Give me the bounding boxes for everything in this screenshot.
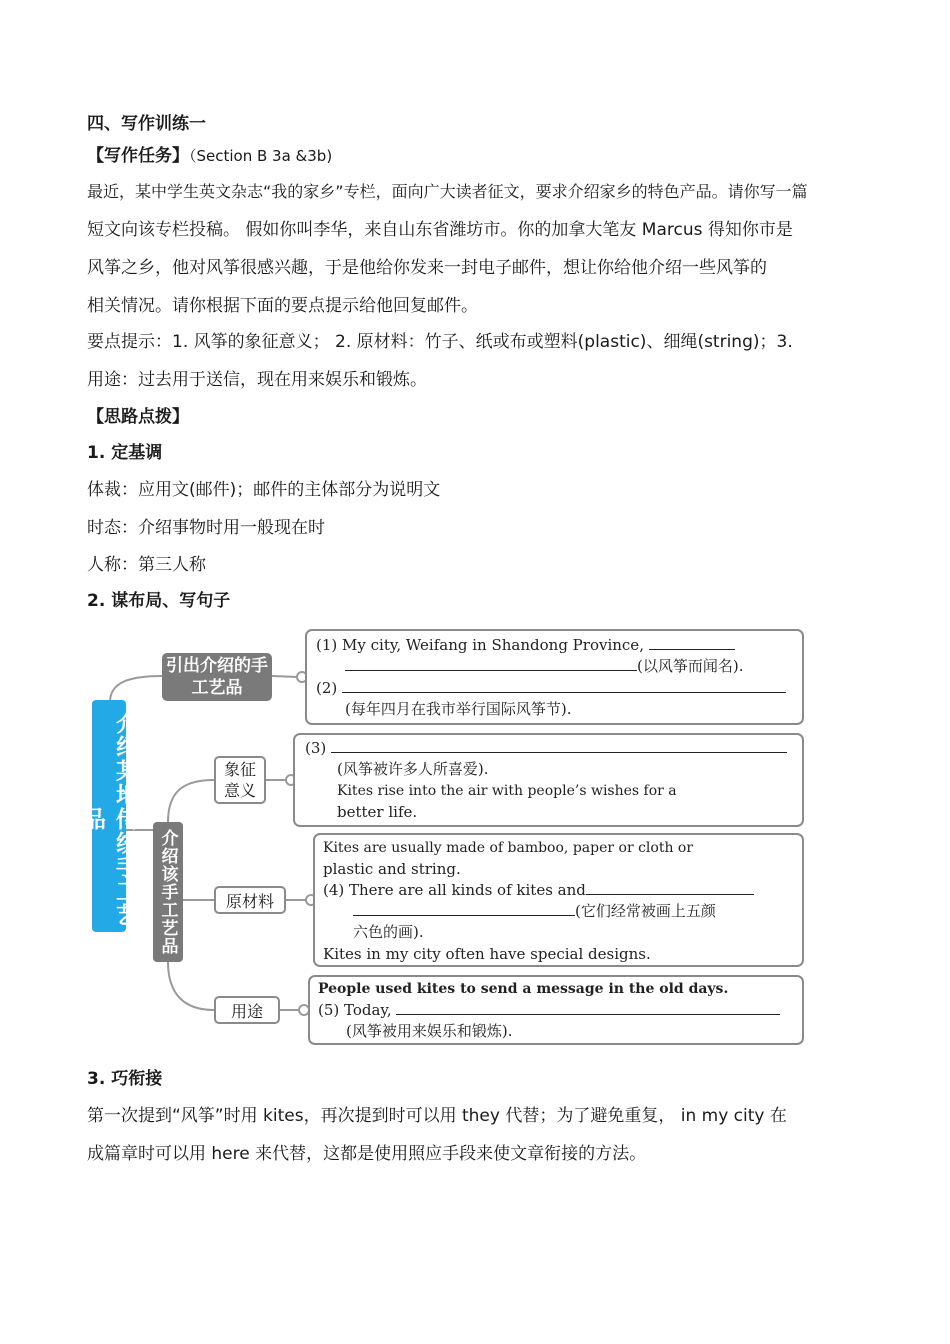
box1-line-3 — [316, 678, 786, 699]
step3-title: 3. 巧衔接 — [87, 1069, 163, 1089]
sub-material-label: 原材料 — [225, 891, 274, 911]
branch-intro-label: 引出介绍的手工艺品 — [166, 656, 268, 698]
box4-line-2 — [318, 1000, 780, 1021]
step3-line-2: 成篇章时可以用 here 来代替，这都是使用照应手段来使文章衔接的方法。 — [87, 1144, 647, 1164]
task-line-5: 要点提示：1. 风筝的象征意义； 2. 原材料：竹子、纸或布或塑料(plastic)、细绳(string)；3. — [87, 332, 793, 352]
guide-label: 【思路点拨】 — [87, 407, 189, 427]
box4-line-2-text: (5) Today, — [318, 1001, 392, 1019]
box3-line-6: Kites in my city often have special designs. — [323, 945, 651, 963]
blank[interactable] — [396, 1000, 780, 1015]
box4-line-3: (风筝被用来娱乐和锻炼). — [346, 1022, 513, 1040]
box3-line-1: Kites are usually made of bamboo, paper or cloth or — [323, 840, 694, 856]
box3-line-4 — [353, 901, 716, 922]
blank[interactable] — [345, 656, 637, 671]
box2-line-2: (风筝被许多人所喜爱). — [337, 760, 489, 778]
step2-title: 2. 谋布局、写句子 — [87, 591, 231, 611]
blank[interactable] — [331, 738, 787, 753]
box1-line-2-text: (以风筝而闻名). — [637, 657, 744, 675]
root-node-label: 介绍某地传统手工艺品 — [79, 711, 138, 927]
step1-line-3: 人称：第三人称 — [87, 555, 206, 575]
step1-title: 1. 定基调 — [87, 443, 163, 463]
box2-line-4: better life. — [337, 803, 418, 821]
branch-intro-node — [162, 653, 272, 701]
box4-line-1: People used kites to send a message in the old days. — [318, 981, 729, 997]
task-label: 【写作任务】 — [87, 146, 189, 166]
task-line-2: 短文向该专栏投稿。 假如你叫李华，来自山东省潍坊市。你的加拿大笔友 Marcus 得知你市是 — [87, 220, 793, 240]
branch-craft-label: 介绍该手工艺品 — [157, 829, 178, 955]
box2-line-1-text: (3) — [305, 739, 327, 757]
blank[interactable] — [342, 678, 786, 693]
box1-line-1 — [316, 635, 735, 656]
step1-line-1: 体裁：应用文(邮件)；邮件的主体部分为说明文 — [87, 480, 441, 500]
box1-line-2 — [345, 656, 743, 677]
box3-line-3 — [323, 880, 754, 901]
box1-line-1-text: (1) My city, Weifang in Shandong Province, — [316, 636, 644, 654]
task-line-6: 用途：过去用于送信，现在用来娱乐和锻炼。 — [87, 370, 427, 390]
task-line-3: 风筝之乡，他对风筝很感兴趣，于是他给你发来一封电子邮件，想让你给他介绍一些风筝的 — [87, 258, 767, 278]
box1-line-3-text: (2) — [316, 679, 338, 697]
step1-line-2: 时态：介绍事物时用一般现在时 — [87, 518, 325, 538]
section-heading: 四、写作训练一 — [87, 114, 206, 134]
box3-line-2: plastic and string. — [323, 860, 461, 878]
task-line-1: 最近，某中学生英文杂志“我的家乡”专栏，面向广大读者征文，要求介绍家乡的特色产品。请你写一篇 — [87, 182, 808, 201]
box1-line-4: (每年四月在我市举行国际风筝节). — [345, 700, 572, 718]
sub-material-node — [214, 886, 286, 914]
box2-line-1 — [305, 738, 787, 759]
box3-line-3-text: (4) There are all kinds of kites and — [323, 881, 586, 899]
sub-symbol-node — [214, 756, 266, 804]
sub-use-node — [214, 996, 280, 1024]
root-node — [79, 700, 138, 932]
blank[interactable] — [586, 880, 754, 895]
task-line-4: 相关情况。请你根据下面的要点提示给他回复邮件。 — [87, 296, 478, 316]
box3-line-5: 六色的画). — [353, 923, 424, 941]
branch-craft-node — [153, 822, 183, 962]
box3-line-4-text: (它们经常被画上五颜 — [575, 902, 716, 920]
blank[interactable] — [649, 635, 735, 650]
task-source: （Section B 3a &3b) — [189, 147, 333, 165]
box2-line-3: Kites rise into the air with people’s wishes for a — [337, 783, 677, 799]
sub-use-label: 用途 — [230, 1001, 263, 1021]
sub-symbol-label: 象征意义 — [223, 760, 256, 800]
step3-line-1: 第一次提到“风筝”时用 kites，再次提到时可以用 they 代替；为了避免重复， in my city 在 — [87, 1106, 787, 1126]
blank[interactable] — [353, 901, 575, 916]
